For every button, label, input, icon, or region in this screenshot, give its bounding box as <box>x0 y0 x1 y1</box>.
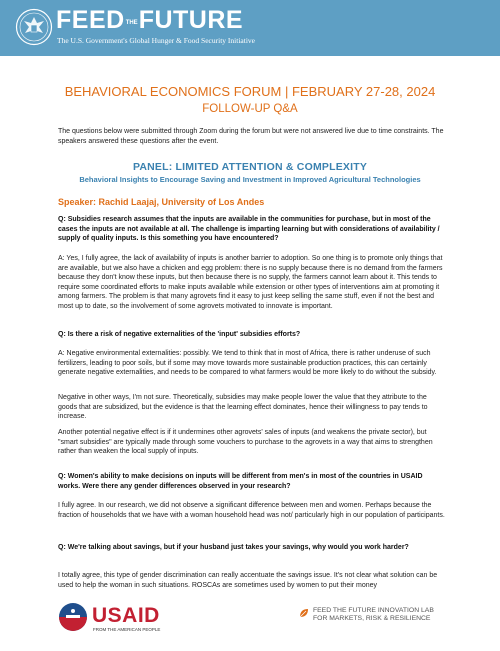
answer-2: A: Negative environmental externalities: possibly. We tend to think that in most of Africa, there is rather underuse of such fertilizers, leading to poor soils, but if some may move towards more sustainable production practices, this can certainly generate negative externalities, and needs to be compared to what farmers would be more likely to do without the subsidy. <box>58 350 437 376</box>
answer-2c: Another potential negative effect is if it undermines other agrovets' sales of inputs (and weakens the private sector), but "smart subsidies" are typically made through some vouchers to purchase to the agrovets in a way that aims to strengthen rather than weaken the local supply of inputs. <box>58 429 433 455</box>
answer-4: I totally agree, this type of gender discrimination can really accentuate the savings issue. It's not clear what solution can be used to help the woman in such situations. ROSCAs are sometimes used by women to put their money <box>58 572 438 589</box>
speaker-name: Speaker: Rachid Laajaj, University of Los Andes <box>58 197 265 207</box>
intro-text: The questions below were submitted through Zoom during the forum but were not answered live due to time constraints. The speakers answered these questions after the event. <box>58 128 444 145</box>
panel-subtitle: Behavioral Insights to Encourage Saving and Investment in Improved Agricultural Technologies <box>79 175 421 184</box>
usaid-seal-icon <box>58 602 88 632</box>
question-1: Q: Subsidies research assumes that the inputs are available in the communities for purchase, but in most of the cases the inputs are not available at all. The challenge is imparting learning but with considerations of availability / supply of quality inputs. Is this something you have encountered? <box>58 216 440 242</box>
page-header <box>0 0 500 56</box>
answer-3: I fully agree. In our research, we did not observe a significant difference between men and women. Perhaps because the fraction of households that we have with a woman household head was not/ particularly high in our population of participants. <box>58 502 445 519</box>
panel-title: PANEL: LIMITED ATTENTION & COMPLEXITY <box>132 161 368 173</box>
answer-2b: Negative in other ways, I'm not sure. Theoretically, subsidies may make people lower the value that they attribute to the goods that are subsidized, but the evidence is that the learning effect dominates, hence their willingness to pay tends to increase. <box>58 394 428 420</box>
lab-leaf-icon <box>298 607 310 619</box>
innovation-lab-logo <box>298 604 468 634</box>
page-subtitle: FOLLOW-UP Q&A <box>202 103 298 115</box>
brand-logo: FEEDTHEFUTURE <box>56 6 244 34</box>
usaid-subtitle: FROM THE AMERICAN PEOPLE <box>93 627 161 632</box>
question-3: Q: Women's ability to make decisions on inputs will be different from men's in most of the countries in USAID works. Were there any gender differences observed in your research? <box>58 473 423 490</box>
question-4: Q: We're talking about savings, but if your husband just takes your savings, why would you work harder? <box>58 544 409 551</box>
brand-tagline: The U.S. Government's Global Hunger & Food Security Initiative <box>57 36 255 45</box>
page-title: BEHAVIORAL ECONOMICS FORUM | FEBRUARY 27-28, 2024 <box>64 84 436 99</box>
usaid-logo <box>58 602 178 636</box>
lab-text: FEED THE FUTURE INNOVATION LAB FOR MARKETS, RISK & RESILIENCE <box>313 607 434 622</box>
usaid-wordmark: USAID <box>92 604 160 627</box>
us-seal-icon <box>15 8 53 46</box>
answer-1: A: Yes, I fully agree, the lack of availability of inputs is another barrier to adoption. So one thing is to promote only things that are available, but we also have a chicken and egg problem: there is no supply because there is no demand from the farmers because they don't know these inputs, but then because there is no supply, the farmers cannot learn about it. This tends to require some coordinated efforts to make inputs available while extension or other types of interventions aim at promoting it among farmers. The problem is that many agrovets find it easy to just keep selling the same stuff, even if not the best and most up to date, so the involvement of some agrovets motivated to innovate is important. <box>58 255 443 310</box>
question-2: Q: Is there a risk of negative externalities of the 'input' subsidies efforts? <box>58 331 301 338</box>
